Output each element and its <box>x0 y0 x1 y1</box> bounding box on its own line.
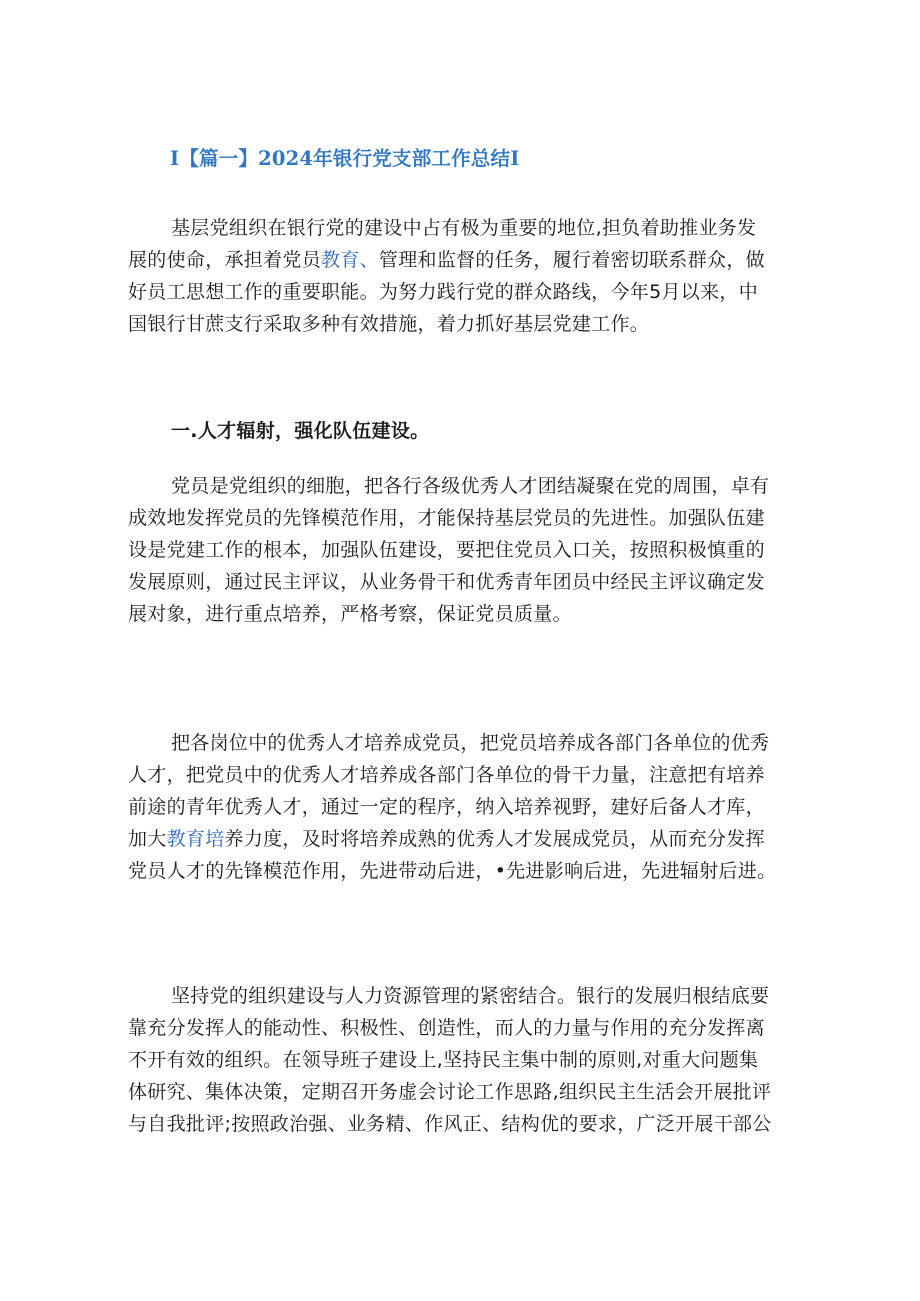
paragraph-intro <box>128 212 798 340</box>
paragraph-line: 前途的青年优秀人才，通过一定的程序，纳入培养视野，建好后备人才库， <box>128 796 765 818</box>
paragraph-line: 党员是党组织的细胞，把各行各级优秀人才团结凝聚在党的周围，卓有 <box>171 475 770 497</box>
paragraph-line: 展的使命，承担着党员教育、管理和监督的任务，履行着密切联系群众，做 <box>128 249 765 271</box>
paragraph-line: 不开有效的组织。在领导班子建设上,坚持民主集中制的原则,对重大问题集 <box>128 1049 759 1071</box>
link-education-training[interactable]: 教育培 <box>166 828 225 850</box>
paragraph-line: 人才，把党员中的优秀人才培养成各部门各单位的骨干力量，注意把有培养 <box>128 764 765 786</box>
paragraph-line: 设是党建工作的根本，加强队伍建设，要把住党员入口关，按照积极慎重的 <box>128 539 765 561</box>
document-title: I【篇一】2024年银行党支部工作总结I <box>170 147 520 170</box>
paragraph-line: 发展原则，通过民主评议，从业务骨干和优秀青年团员中经民主评议确定发 <box>128 571 765 593</box>
paragraph-line: 体研究、集体决策，定期召开务虚会讨论工作思路,组织民主生活会开展批评 <box>128 1081 772 1103</box>
paragraph-line: 好员工思想工作的重要职能。为努力践行党的群众路线，今年5月以来，中 <box>128 281 758 303</box>
paragraph-line: 基层党组织在银行党的建设中占有极为重要的地位,担负着助推业务发 <box>171 217 757 239</box>
paragraph-line: 成效地发挥党员的先锋模范作用，才能保持基层党员的先进性。加强队伍建 <box>128 507 765 529</box>
paragraph-line: 坚持党的组织建设与人力资源管理的紧密结合。银行的发展归根结底要 <box>171 985 770 1007</box>
paragraph-talent-cultivation <box>128 727 798 887</box>
paragraph-line: 加大教育培养力度，及时将培养成熟的优秀人才发展成党员，从而充分发挥 <box>128 828 765 850</box>
paragraph-line: 靠充分发挥人的能动性、积极性、创造性，而人的力量与作用的充分发挥离 <box>128 1017 765 1039</box>
paragraph-line: 展对象，进行重点培养，严格考察，保证党员质量。 <box>128 603 572 625</box>
link-education[interactable]: 教育、 <box>321 249 379 271</box>
section-heading: 一.人才辐射，强化队伍建设。 <box>171 420 430 442</box>
paragraph-organization-building <box>128 980 798 1140</box>
paragraph-line: 国银行甘蔗支行采取多种有效措施，着力抓好基层党建工作。 <box>128 313 650 335</box>
paragraph-line: 把各岗位中的优秀人才培养成党员，把党员培养成各部门各单位的优秀 <box>171 732 770 754</box>
paragraph-line: 党员人才的先锋模范作用，先进带动后进，•先进影响后进，先进辐射后进。 <box>128 860 777 882</box>
paragraph-line: 与自我批评;按照政治强、业务精、作风正、结构优的要求，广泛开展干部公 <box>128 1113 772 1135</box>
paragraph-party-members <box>128 470 798 630</box>
